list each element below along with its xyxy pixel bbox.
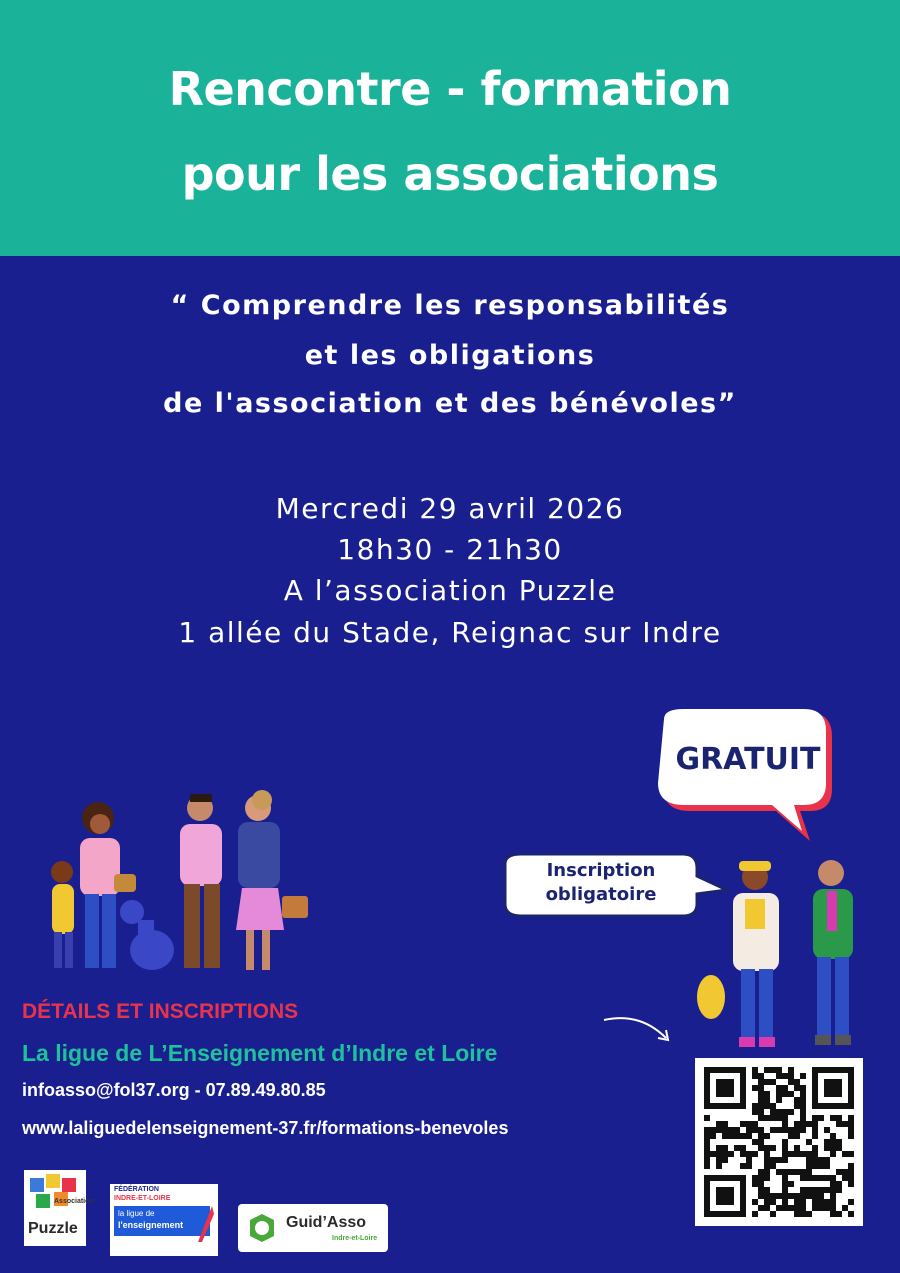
quote-line-1: “ Comprendre les responsabilités xyxy=(170,290,730,321)
guidasso-logo xyxy=(238,1204,388,1252)
title-line-1: Rencontre - formation xyxy=(168,62,732,116)
qr-code[interactable] xyxy=(695,1058,863,1226)
quote-line-2: et les obligations xyxy=(304,340,596,371)
email-phone[interactable]: infoasso@fol37.org - 07.89.49.80.85 xyxy=(22,1080,326,1100)
title-line-2: pour les associations xyxy=(181,147,719,201)
puzzle-pieces-icon xyxy=(24,1170,86,1220)
people-pair-illustration xyxy=(695,855,875,1055)
ligue-flag-icon xyxy=(194,1202,216,1246)
organisation-name: La ligue de L’Enseignement d’Indre et Loire xyxy=(22,1040,498,1066)
event-date: Mercredi 29 avril 2026 xyxy=(275,492,625,525)
inscription-line-2: obligatoire xyxy=(545,884,657,905)
inscription-line-1: Inscription xyxy=(546,860,656,881)
ligue-name-2: l'enseignement xyxy=(118,1220,184,1230)
puzzle-logo xyxy=(24,1170,94,1246)
ligue-fed: FÉDÉRATION xyxy=(114,1186,159,1193)
puzzle-name: Puzzle xyxy=(28,1220,78,1237)
arrow-icon xyxy=(600,1010,680,1050)
details-title: DÉTAILS ET INSCRIPTIONS xyxy=(22,1000,299,1023)
ligue-logo xyxy=(110,1184,218,1256)
quote-line-3: de l'association et des bénévoles” xyxy=(163,388,737,419)
event-address: 1 allée du Stade, Reignac sur Indre xyxy=(178,616,722,649)
gratuit-label: GRATUIT xyxy=(675,742,821,777)
guidasso-name: Guid’Asso xyxy=(286,1214,367,1231)
header-banner xyxy=(0,0,900,256)
gratuit-bubble xyxy=(650,705,840,850)
people-group-illustration xyxy=(40,780,320,990)
puzzle-sub: Association xyxy=(54,1198,94,1205)
guidasso-sub: Indre-et-Loire xyxy=(332,1235,378,1242)
event-time: 18h30 - 21h30 xyxy=(337,533,563,566)
website-link[interactable]: www.laliguedelenseignement-37.fr/formations-benevoles xyxy=(22,1118,509,1138)
ligue-dept: INDRE-ET-LOIRE xyxy=(114,1195,171,1202)
ligue-name-1: la ligue de xyxy=(118,1209,155,1218)
event-place: A l’association Puzzle xyxy=(283,574,617,607)
qr-code-pattern xyxy=(695,1058,863,1226)
guidasso-icon xyxy=(244,1210,280,1246)
